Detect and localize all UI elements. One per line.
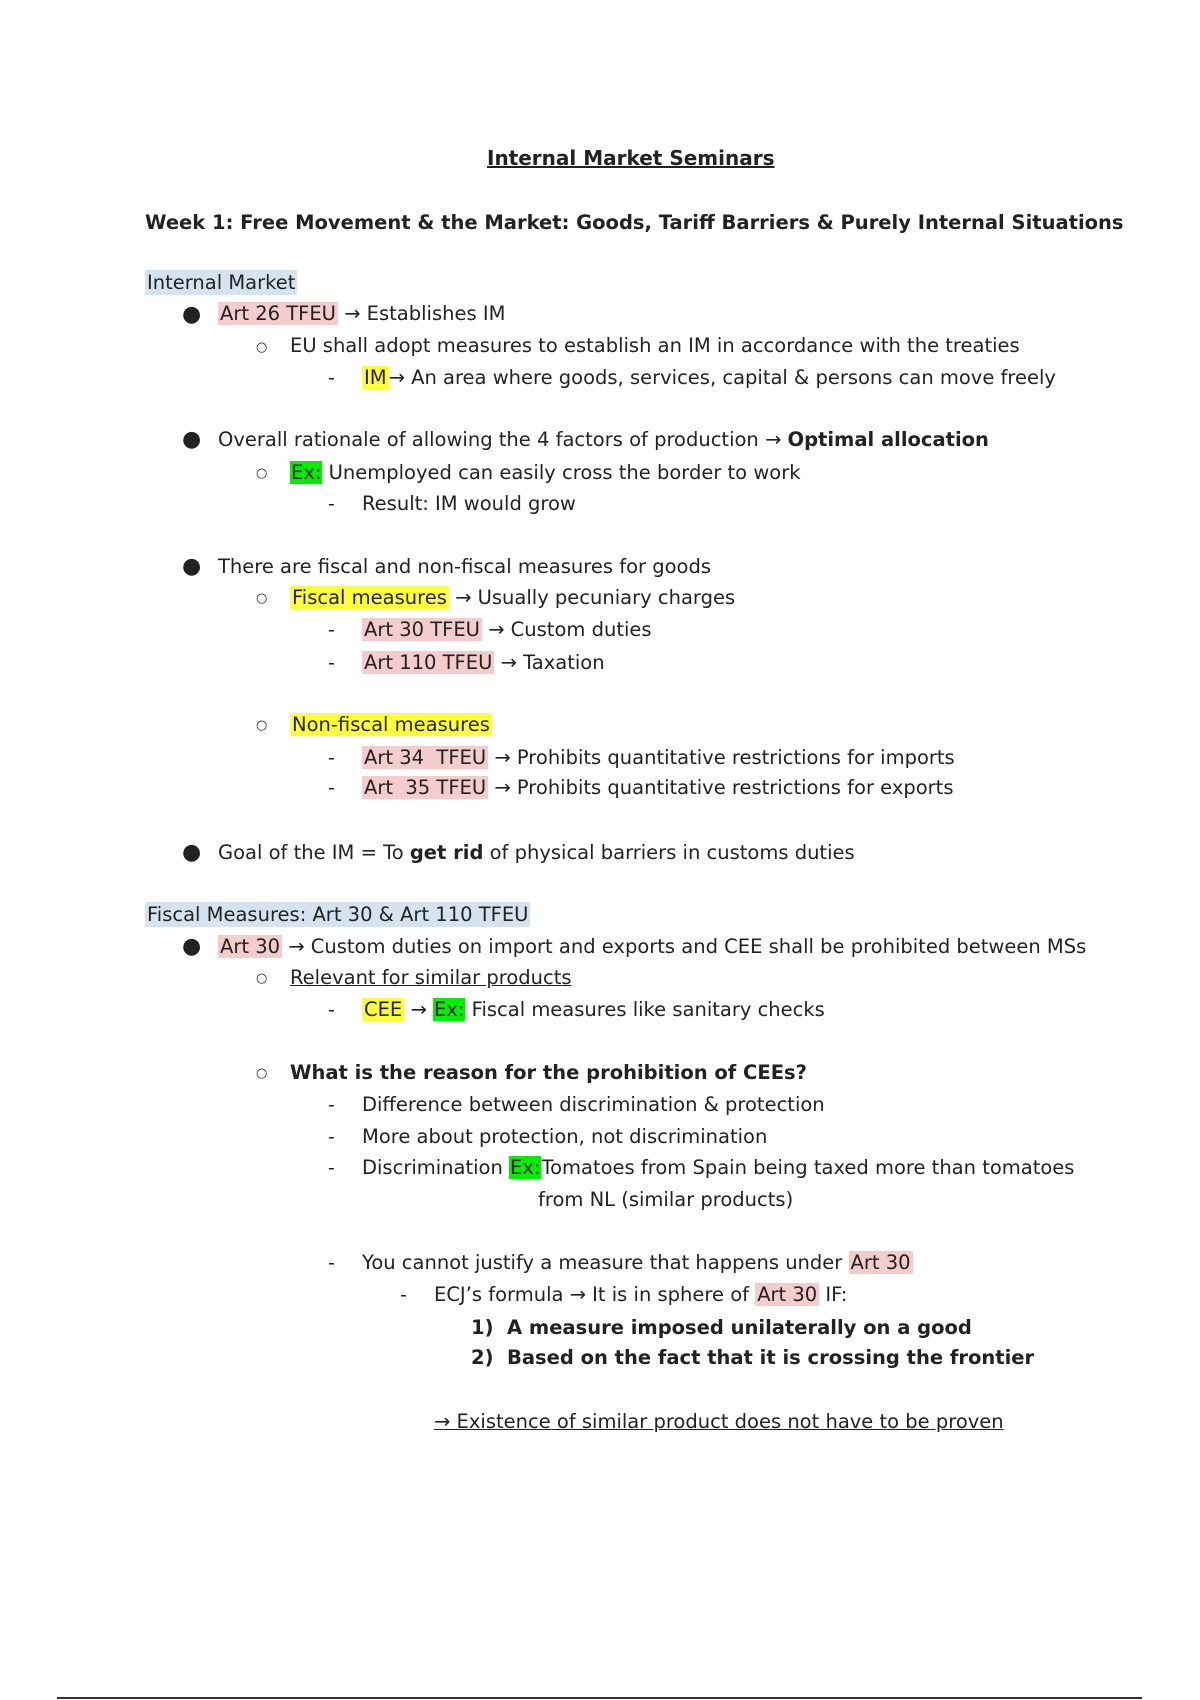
example-label: Ex: <box>291 461 322 484</box>
circle-bullet-icon: ○ <box>256 340 268 355</box>
section-heading-text: Fiscal Measures: Art 30 & Art 110 TFEU <box>147 903 529 926</box>
bullet-icon: ● <box>182 427 202 452</box>
dash-bullet-icon: - <box>328 619 335 641</box>
list-item: CEE → Ex: Fiscal measures like sanitary checks <box>364 998 825 1021</box>
circle-bullet-icon: ○ <box>256 718 268 733</box>
list-item: Fiscal measures → Usually pecuniary charges <box>292 586 736 609</box>
condition-item: A measure imposed unilaterally on a good <box>507 1316 972 1339</box>
article-ref: Art 30 TFEU <box>364 618 480 641</box>
term-label: Fiscal measures <box>292 586 447 609</box>
list-item: Art 110 TFEU → Taxation <box>364 651 605 674</box>
section-heading-fiscal-measures <box>145 902 530 928</box>
list-item: Difference between discrimination & protection <box>362 1093 825 1116</box>
section-heading-text: Internal Market <box>147 271 296 294</box>
bullet-icon: ● <box>182 554 202 579</box>
circle-bullet-icon: ○ <box>256 466 268 481</box>
term-label: CEE <box>364 998 403 1021</box>
question-heading: What is the reason for the prohibition of CEEs? <box>290 1061 807 1084</box>
dash-bullet-icon: - <box>328 1094 335 1116</box>
list-item: Art 26 TFEU → Establishes IM <box>220 302 506 325</box>
term-label: Non-fiscal measures <box>292 713 490 736</box>
week-heading: Week 1: Free Movement & the Market: Goods, Tariff Barriers & Purely Internal Situations <box>145 211 1124 234</box>
list-item: Art 30 → Custom duties on import and exports and CEE shall be prohibited between MSs <box>220 935 1087 958</box>
dash-bullet-icon: - <box>328 1126 335 1148</box>
list-item: Overall rationale of allowing the 4 factors of production → Optimal allocation <box>218 428 989 451</box>
dash-bullet-icon: - <box>328 652 335 674</box>
list-item: There are fiscal and non-fiscal measures for goods <box>218 555 712 578</box>
list-item-continuation: from NL (similar products) <box>538 1188 794 1211</box>
article-ref: Art 30 <box>220 935 281 958</box>
conclusion-note: → Existence of similar product does not have to be proven <box>434 1410 1004 1433</box>
section-heading-internal-market <box>145 270 297 296</box>
dash-bullet-icon: - <box>328 1252 335 1274</box>
dash-bullet-icon: - <box>328 493 335 515</box>
list-number: 2) <box>471 1346 494 1369</box>
article-ref: Art 110 TFEU <box>364 651 493 674</box>
dash-bullet-icon: - <box>328 367 335 389</box>
circle-bullet-icon: ○ <box>256 971 268 986</box>
condition-item: Based on the fact that it is crossing the frontier <box>507 1346 1035 1369</box>
list-item: Art 35 TFEU → Prohibits quantitative restrictions for exports <box>364 776 954 799</box>
example-label: Ex: <box>434 998 465 1021</box>
dash-bullet-icon: - <box>400 1284 407 1306</box>
list-item: EU shall adopt measures to establish an IM in accordance with the treaties <box>290 334 1020 357</box>
bullet-icon: ● <box>182 840 202 865</box>
list-item: Art 30 TFEU → Custom duties <box>364 618 652 641</box>
example-label: Ex: <box>510 1156 541 1179</box>
list-item: Art 34 TFEU → Prohibits quantitative restrictions for imports <box>364 746 955 769</box>
list-item: More about protection, not discrimination <box>362 1125 768 1148</box>
list-number: 1) <box>471 1316 494 1339</box>
article-ref: Art 34 TFEU <box>364 746 487 769</box>
list-item: You cannot justify a measure that happens under Art 30 <box>362 1251 911 1274</box>
list-item: Relevant for similar products <box>290 966 572 989</box>
list-item: Discrimination Ex:Tomatoes from Spain being taxed more than tomatoes <box>362 1156 1075 1179</box>
article-ref: Art 30 <box>850 1251 911 1274</box>
article-ref: Art 30 <box>757 1283 818 1306</box>
circle-bullet-icon: ○ <box>256 591 268 606</box>
bullet-icon: ● <box>182 934 202 959</box>
bullet-icon: ● <box>182 302 202 327</box>
list-item: IM → An area where goods, services, capital & persons can move freely <box>364 366 1056 389</box>
list-item: Result: IM would grow <box>362 492 576 515</box>
footer-divider <box>57 1697 1142 1699</box>
list-item <box>290 712 492 738</box>
dash-bullet-icon: - <box>328 777 335 799</box>
article-ref: Art 35 TFEU <box>364 776 487 799</box>
circle-bullet-icon: ○ <box>256 1066 268 1081</box>
list-item: ECJ’s formula → It is in sphere of Art 30 IF: <box>434 1283 848 1306</box>
dash-bullet-icon: - <box>328 747 335 769</box>
article-ref: Art 26 TFEU <box>220 302 336 325</box>
dash-bullet-icon: - <box>328 1157 335 1179</box>
list-item: Goal of the IM = To get rid of physical barriers in customs duties <box>218 841 855 864</box>
list-item: Ex: Unemployed can easily cross the border to work <box>291 461 801 484</box>
dash-bullet-icon: - <box>328 999 335 1021</box>
document-title: Internal Market Seminars <box>487 146 775 170</box>
term-label: IM <box>364 366 387 389</box>
